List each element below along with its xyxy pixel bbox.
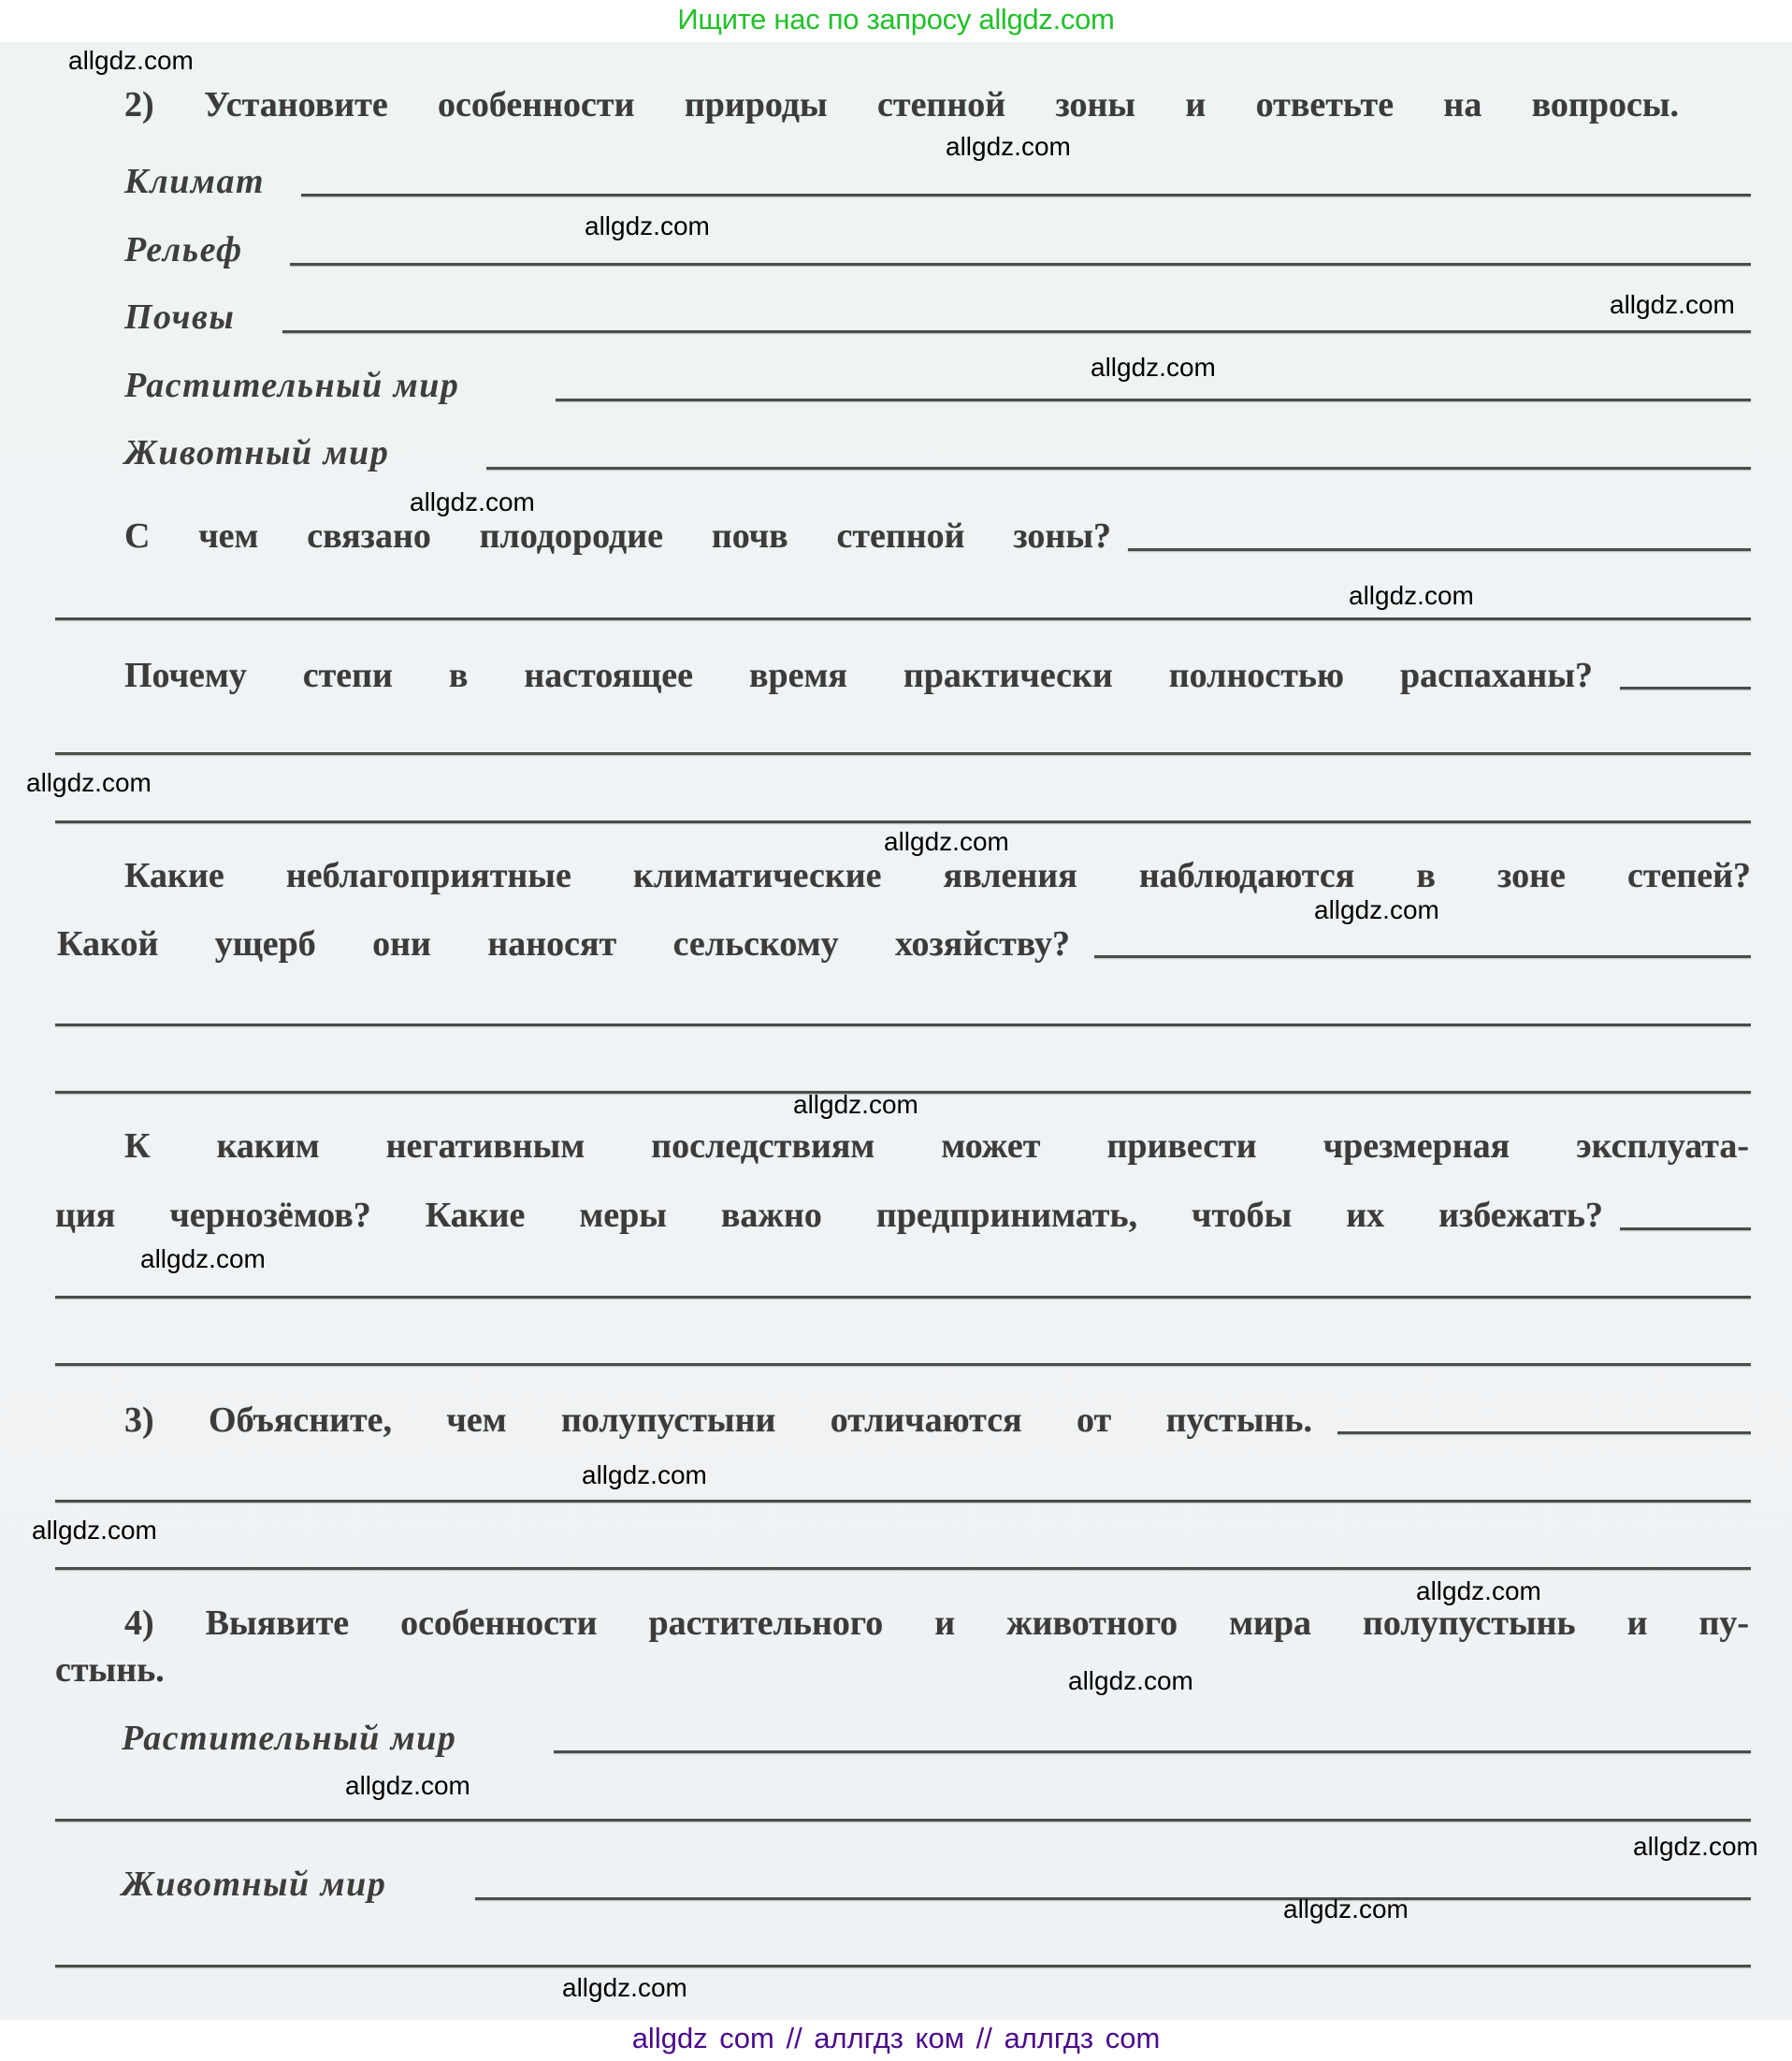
watermark: allgdz.com (1091, 353, 1216, 382)
watermark: allgdz.com (1068, 1666, 1193, 1695)
field-label-soils: Почвы (124, 298, 236, 337)
answer-line-task4-flora-a[interactable] (554, 1750, 1751, 1753)
answer-line-flora[interactable] (556, 399, 1751, 401)
answer-line-task3-b[interactable] (55, 1500, 1751, 1502)
watermark: allgdz.com (946, 132, 1071, 161)
watermark: allgdz.com (26, 768, 152, 797)
top-banner-text: Ищите нас по запросу allgdz.com (677, 3, 1115, 36)
watermark: allgdz.com (582, 1460, 707, 1489)
field-label-climate: Климат (124, 162, 265, 201)
watermark: allgdz.com (410, 487, 535, 516)
answer-line-q3-a[interactable] (1094, 955, 1751, 958)
watermark: allgdz.com (1610, 290, 1735, 319)
answer-line-q3-b[interactable] (55, 1023, 1751, 1026)
answer-line-q1-a[interactable] (1128, 548, 1751, 551)
watermark: allgdz.com (1416, 1576, 1541, 1605)
answer-line-q4-a[interactable] (1620, 1227, 1751, 1230)
field-label-flora: Растительный мир (124, 366, 460, 405)
watermark: allgdz.com (68, 46, 194, 75)
watermark: allgdz.com (1633, 1832, 1758, 1861)
bottom-banner-text: allgdz com // аллгдз ком // аллгдз com (631, 2022, 1161, 2054)
question-soil-fertility: С чем связано плодородие почв степной зоны? (124, 516, 1111, 556)
answer-line-q2-b[interactable] (55, 752, 1751, 755)
field-label-relief: Рельеф (124, 230, 243, 269)
answer-line-q4-b[interactable] (55, 1296, 1751, 1299)
answer-line-relief[interactable] (290, 263, 1751, 266)
task4-label-fauna: Животный мир (122, 1865, 387, 1904)
answer-line-q1-b[interactable] (55, 617, 1751, 620)
watermark: allgdz.com (32, 1516, 157, 1545)
answer-line-task3-a[interactable] (1337, 1431, 1751, 1434)
field-label-fauna: Животный мир (124, 433, 390, 472)
watermark: allgdz.com (562, 1973, 687, 2002)
watermark: allgdz.com (585, 211, 710, 240)
answer-line-q2-c[interactable] (55, 820, 1751, 823)
answer-line-task4-flora-b[interactable] (55, 1819, 1751, 1822)
watermark: allgdz.com (793, 1090, 918, 1119)
answer-line-task4-fauna-b[interactable] (55, 1965, 1751, 1967)
watermark: allgdz.com (1314, 895, 1439, 924)
question-chernozem-2: ция чернозёмов? Какие меры важно предпринимать, чтобы их избежать? (55, 1196, 1603, 1235)
watermark: allgdz.com (1283, 1894, 1409, 1923)
answer-line-q2-a[interactable] (1620, 687, 1751, 689)
watermark: allgdz.com (140, 1244, 266, 1273)
answer-line-q4-c[interactable] (55, 1363, 1751, 1366)
task3-title: 3) Объясните, чем полупустыни отличаются от пустынь. (124, 1401, 1312, 1440)
answer-line-climate[interactable] (301, 194, 1751, 196)
question-steppe-ploughed: Почему степи в настоящее время практически полностью распаханы? (124, 656, 1593, 695)
top-banner (0, 0, 1792, 42)
bottom-banner (0, 2020, 1792, 2061)
answer-line-task4-fauna-a[interactable] (475, 1897, 1751, 1900)
answer-line-task3-c[interactable] (55, 1567, 1751, 1570)
task4-title-2: стынь. (55, 1650, 165, 1690)
watermark: allgdz.com (1349, 581, 1474, 610)
question-chernozem-1: К каким негативным последствиям может привести чрезмерная эксплуата- (124, 1126, 1749, 1166)
question-climate-hazards-1: Какие неблагоприятные климатические явления наблюдаются в зоне степей? (124, 856, 1751, 895)
task2-title: 2) Установите особенности природы степной зоны и ответьте на вопросы. (124, 85, 1679, 124)
watermark: allgdz.com (884, 827, 1009, 856)
task4-title-1: 4) Выявите особенности растительного и животного мира полупустынь и пу- (124, 1604, 1749, 1643)
question-climate-hazards-2: Какой ущерб они наносят сельскому хозяйству? (57, 924, 1070, 964)
watermark: allgdz.com (345, 1771, 470, 1800)
task4-label-flora: Растительный мир (122, 1719, 457, 1758)
answer-line-fauna[interactable] (486, 467, 1751, 470)
answer-line-soils[interactable] (282, 330, 1751, 333)
